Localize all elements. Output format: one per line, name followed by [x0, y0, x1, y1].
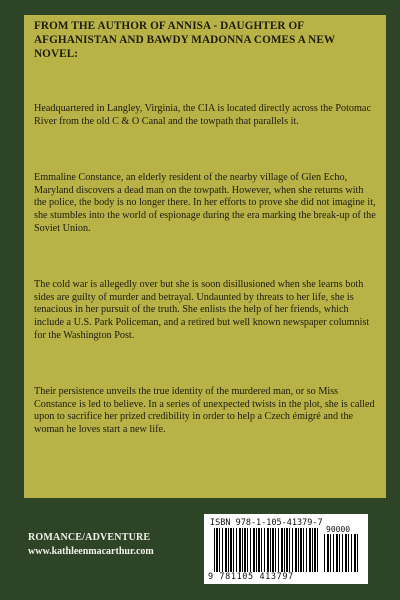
blurb-paragraph-3: The cold war is allegedly over but she is soon disillusioned when she learns both sides are guilty of murder and betrayal. Undaunted by threats to her life, she is tenacious in her pursuit of the truth. She enlists the help of her friends, which include a U.S. Park Policeman, and a retired but well known newspaper columnist for the Washington Post.	[34, 279, 370, 341]
isbn-label: ISBN 978-1-105-41379-7	[210, 518, 323, 528]
author-website: www.kathleenmacarthur.com	[28, 546, 154, 557]
barcode-bars	[214, 528, 318, 572]
barcode-digits: 9 781105 413797	[208, 572, 294, 582]
headline: FROM THE AUTHOR OF ANNISA - DAUGHTER OF AFGHANISTAN AND BAWDY MADONNA COMES A NEW NOVEL:	[34, 20, 336, 60]
blurb-panel	[24, 15, 386, 498]
blurb-paragraph-1: Headquartered in Langley, Virginia, the CIA is located directly across the Potomac River from the old C & O Canal and the towpath that parallels it.	[34, 103, 371, 127]
isbn-barcode	[204, 514, 368, 584]
barcode-addon-number: 90000	[326, 525, 351, 534]
barcode-addon-bars	[324, 534, 360, 572]
blurb-paragraph-2: Emmaline Constance, an elderly resident of the nearby village of Glen Echo, Maryland discovers a dead man on the towpath. However, when she returns with the police, the body is no longer there. In her efforts to prove she did not imagine it, she stumbles into the world of espionage during the era marking the break-up of the Soviet Union.	[34, 172, 376, 234]
blurb-paragraph-4: Their persistence unveils the true identity of the murdered man, or so Miss Constance is led to believe. In a series of unexpected twists in the plot, she is called upon to sacrifice her prized credibility in order to help a Czech émigré and the woman he loves start a new life.	[34, 386, 375, 436]
genre-label: ROMANCE/ADVENTURE	[28, 532, 151, 543]
